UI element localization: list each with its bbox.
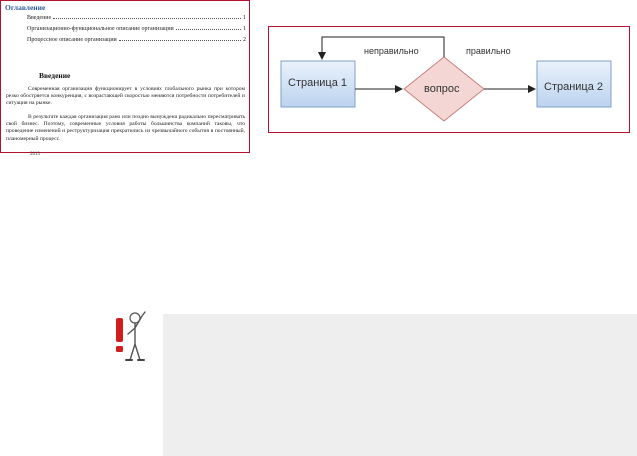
toc-leader [119, 40, 241, 41]
toc-entry[interactable] [27, 23, 246, 32]
exclamation-figure-icon [108, 304, 148, 371]
intro-heading: Введение [39, 71, 71, 80]
flowchart [268, 26, 630, 133]
toc-entry[interactable] [27, 34, 246, 43]
intro-paragraph: В результате каждая организация рано или поздно вынуждена радикально пересматривать свой бизнес. Поэтому, современные условия работы большинства компаний таковы, что проведение изменений и реструктуризация прекратились из чрезвычайного события в постоянный, планомерный процесс. [6, 114, 245, 142]
document-thumbnail [0, 0, 250, 153]
page1-label: Страница 1 [288, 77, 348, 89]
page2-label: Страница 2 [544, 81, 604, 93]
edge-label-wrong: неправильно [364, 46, 419, 56]
toc-entry-page: 1 [243, 26, 246, 32]
note-panel [163, 314, 637, 456]
toc-entry[interactable] [27, 12, 246, 21]
toc-entry-label: Введение [27, 15, 52, 21]
toc-title: Оглавление [5, 3, 46, 12]
toc-entry-label: Процессное описание организации [27, 37, 117, 43]
question-label: вопрос [424, 83, 460, 95]
toc-leader [53, 18, 241, 19]
toc-entry-page: 1 [243, 15, 246, 21]
toc-leader [176, 29, 241, 30]
edge-label-right: правильно [466, 46, 511, 56]
toc-entry-label: Организационно-функциональное описание организации [27, 26, 174, 32]
toc-entry-page: 2 [243, 37, 246, 43]
intro-paragraph: Современная организация функционирует в условиях глобального рынка при котором резко обостряется конкуренция, с возрастающей скоростью меняются потребности потребителей и ситуация на рынке. [6, 86, 245, 107]
doc-footer-number: 2013 [30, 152, 40, 157]
